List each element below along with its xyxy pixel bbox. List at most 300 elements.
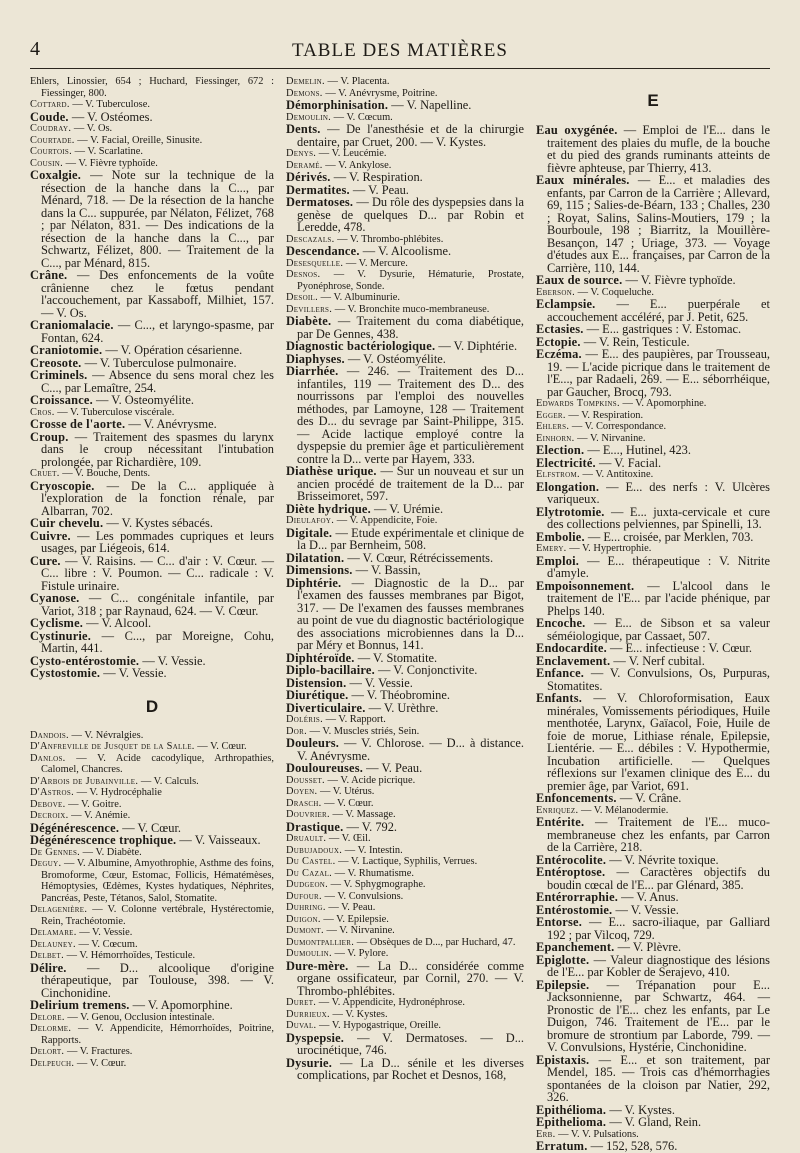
entry-heading: Enfants. [536, 691, 583, 705]
entry-text: — V. Ankylose. [322, 159, 392, 171]
entry-heading: Croissance. [30, 393, 93, 407]
entry-heading: Descendance. [286, 244, 360, 258]
entry-text: — V. Ostéomes. [68, 109, 153, 124]
index-entry [30, 530, 274, 555]
entry-text: — V. Cœur. [321, 797, 374, 809]
index-entry [286, 258, 524, 270]
entry-text: — V. Goitre. [65, 798, 122, 810]
entry-text: — E... infectieuse : V. Cœur. [606, 641, 753, 655]
entry-heading: Emery. [536, 543, 567, 554]
entry-heading: Croup. [30, 429, 69, 444]
entry-heading: Descazals. [286, 233, 335, 245]
entry-heading: Delirium tremens. [30, 998, 130, 1012]
entry-text: — V. Convulsions, Os, Purpuras, Stomatites. [547, 666, 770, 693]
entry-text: — V. Lactique, Syphilis, Verrues. [335, 856, 478, 867]
entry-text: — V. Kystes sébacés. [103, 516, 213, 530]
entry-text: — E... juxta-cervicale et cure des collections pelviennes, par Spinelli, 13. [547, 504, 770, 531]
entry-heading: Erratum. [536, 1139, 588, 1153]
entry-text: — Obsèques de D..., par Huchard, 47. [354, 936, 516, 948]
entry-text: — V. Dysurie, Hématurie, Prostate, Pyonéphrose, Sonde. [297, 269, 524, 292]
entry-heading: Cottard. [30, 99, 70, 110]
entry-heading: Denys. [286, 148, 317, 159]
entry-heading: Eczéma. [536, 347, 582, 361]
entry-heading: Encoche. [536, 616, 586, 630]
entry-heading: Dumont. [286, 925, 324, 936]
entry-heading: Delorme. [30, 1023, 72, 1034]
entry-heading: Dure-mère. [286, 958, 349, 973]
entry-heading: Elfstrom. [536, 469, 580, 480]
entry-text: — V. Rhumatisme. [332, 867, 414, 879]
entry-heading: Craniotomie. [30, 343, 103, 357]
index-entry [30, 480, 274, 518]
index-entry [536, 1140, 770, 1153]
entry-text: — V. Nerf cubital. [610, 653, 705, 668]
entry-heading: Enfoncements. [536, 791, 617, 805]
index-entry [286, 786, 524, 798]
entry-heading: Diverticulaire. [286, 700, 366, 715]
entry-heading: Dor. [286, 725, 308, 737]
entry-text: — V. Respiration. [330, 170, 423, 184]
entry-heading: Demoulin. [286, 111, 332, 123]
index-entry [30, 858, 274, 904]
entry-heading: Duret. [286, 997, 317, 1008]
entry-text: — V. Correspondance. [569, 421, 667, 432]
entry-text: — V. Névrite toxique. [606, 852, 719, 867]
index-entry [286, 762, 524, 775]
entry-heading: Dufour. [286, 890, 322, 902]
entry-heading: Election. [536, 443, 585, 457]
index-entry [536, 348, 770, 398]
entry-text: — V. Osteomyélite. [92, 393, 194, 407]
entry-text: — V. Colonne vertébrale, Hystérectomie, Rein, Trachéotomie. [41, 904, 274, 927]
index-entry [286, 196, 524, 234]
entry-heading: Duval. [286, 1020, 317, 1031]
entry-text: — V. Peau. [363, 761, 423, 775]
index-entry [30, 135, 274, 147]
entry-text: — V. Intestin. [342, 844, 403, 856]
entry-text: — V. Placenta. [324, 76, 390, 87]
entry-heading: D'Astros. [30, 787, 74, 798]
index-entry [30, 962, 274, 1000]
index-entry [30, 999, 274, 1012]
entry-text: — V. Nirvanine. [323, 925, 395, 936]
index-entry [30, 741, 274, 753]
entry-heading: Epistaxis. [536, 1052, 590, 1067]
entry-text: — V. Conjonctivite. [374, 663, 478, 677]
entry-text: — V. Cœur. [119, 820, 181, 835]
index-entry [536, 531, 770, 544]
entry-text: — V. Cœcum. [331, 111, 393, 123]
entry-heading: Duigon. [286, 913, 321, 925]
entry-heading: Dimensions. [286, 563, 353, 577]
entry-text: — V. Peau. [349, 182, 409, 197]
entry-heading: Entérocolite. [536, 852, 607, 867]
index-entry [286, 914, 524, 926]
entry-text: — C..., et laryngo-spasme, par Fontan, 624. [41, 318, 274, 345]
index-entry [286, 527, 524, 552]
entry-heading: Empoisonnement. [536, 578, 635, 593]
index-entry [30, 169, 274, 269]
entry-heading: Entorse. [536, 915, 582, 929]
index-entry [286, 1032, 524, 1057]
entry-text: — E... puerpérale et accouchement accéléré, par J. Petit, 625. [547, 297, 770, 324]
entry-text: — V. Vessie. [612, 902, 679, 917]
entry-text: — E... sacro-iliaque, par Galliard 192 ; par Vilcoq, 729. [547, 915, 770, 942]
entry-heading: Coxalgie. [30, 168, 82, 182]
entry-text: — V. Utérus. [317, 786, 375, 797]
index-entry [536, 555, 770, 580]
entry-text: — V. Coqueluche. [574, 286, 654, 298]
entry-text: — V. Vessie. [346, 675, 413, 690]
section-letter: D [145, 696, 159, 716]
index-entry [536, 457, 770, 470]
index-entry [286, 833, 524, 845]
entry-text: — V. Hypertrophie. [566, 543, 652, 554]
index-entry [286, 365, 524, 465]
index-entry [286, 148, 524, 160]
entry-text: — V. Vessie. [139, 653, 206, 668]
entry-text: — V. Ostéomyélite. [344, 351, 446, 366]
index-entry [286, 714, 524, 726]
entry-text: — Etude expérimentale et clinique de la D... par Bernheim, 508. [297, 525, 524, 552]
entry-heading: Demons. [286, 87, 323, 99]
entry-heading: Dysurie. [286, 1055, 332, 1070]
entry-heading: Crâne. [30, 268, 68, 282]
entry-heading: D'Arbois de Jubainville. [30, 775, 139, 787]
entry-text: — De la C... appliquée à l'exploration de la fonction rénale, par Albarran, 702. [41, 478, 274, 518]
entry-heading: Cyclisme. [30, 616, 84, 630]
entry-heading: Drastique. [286, 819, 344, 834]
index-entry [30, 146, 274, 158]
entry-heading: Courtois. [30, 146, 73, 157]
index-entry [30, 799, 274, 811]
entry-text: — V. Acide cacodylique, Arthropathies, Calomel, Chancres. [41, 752, 274, 775]
entry-heading: De Gennes. [30, 846, 81, 858]
entry-heading: Delauney. [30, 938, 76, 950]
entry-heading: Egger. [536, 409, 566, 421]
entry-text: — 246. — Traitement des D... infantiles, 119 — Traitement des D... des nourrissons par l'emploi des nouvelles méthodes, par Lamoyne, 128 — Traitement des D... du sevrage par Saint-Philippe, 315. — Acide lactique employé contre la dyspepsie du premier âge et particulièrement contre la D... verte par Hayem, 333. [297, 364, 524, 466]
entry-text: — E... et son traitement, par Mendel, 185. — Trois cas d'hémorrhagies spontanées de la cloison par Natier, 292, 326. [547, 1052, 770, 1104]
entry-heading: Duhring. [286, 902, 326, 913]
entry-text: — V. Cœur, Rétrécissements. [344, 550, 494, 565]
entry-heading: Epithelioma. [536, 1115, 607, 1129]
entry-text: — E... des paupières, par Trousseau, 19. — L'acide picrique dans le traitement de l'E..., par Radaeli, 269. — E... séborrhéique, par Gaucher, Brocq, 793. [547, 347, 770, 399]
entry-heading: Cuir chevelu. [30, 516, 104, 530]
index-entry [286, 891, 524, 903]
entry-heading: Dermatoses. [286, 195, 354, 209]
index-entry [286, 775, 524, 787]
entry-heading: Eclampsie. [536, 297, 596, 311]
entry-text: — E... de Sibson et sa valeur séméiologique, par Cassaet, 507. [547, 616, 770, 643]
index-entry [30, 369, 274, 394]
entry-text: — L'alcool dans le traitement de l'E... par l'acide phénique, par Phelps 140. [547, 578, 770, 618]
entry-heading: Emploi. [536, 553, 580, 568]
index-entry [286, 960, 524, 998]
entry-text: — V. Bouche, Dents. [59, 468, 151, 479]
entry-heading: Eberson. [536, 286, 575, 298]
entry-heading: Dégénérescence. [30, 820, 120, 835]
entry-text: — V. Albumine, Amyothrophie, Asthme des foins, Bromoforme, Cœur, Estomac, Follicis, Hématémèses, Hémoptysies, Œdèmes, Kystes hydatiques, Néphrites, Pancréas, Peste, Tétanos, Salol, Stomatite. [41, 858, 274, 904]
entry-text: — V. Apomorphine. [129, 998, 233, 1012]
header-rule [30, 68, 770, 69]
index-entry [536, 398, 770, 410]
index-entry [30, 667, 274, 680]
entry-heading: Einhorn. [536, 432, 575, 444]
entry-heading: Debove. [30, 798, 66, 810]
entry-heading: Cuivre. [30, 528, 71, 543]
entry-heading: Desoil. [286, 292, 319, 303]
entry-heading: Ehlers. [536, 421, 570, 432]
entry-text: — V. Napelline. [388, 98, 472, 112]
entry-text: — E... gastriques : V. Estomac. [583, 322, 742, 336]
entry-text: — V. Alcoolisme. [359, 244, 452, 258]
entry-heading: Creosote. [30, 355, 82, 370]
entry-text: — V. Muscles striés, Sein. [307, 725, 420, 737]
index-column-1 [30, 76, 274, 1069]
entry-text: — V. Anus. [618, 890, 679, 904]
entry-heading: Délire. [30, 960, 67, 975]
index-entry [286, 1057, 524, 1082]
index-entry [536, 617, 770, 642]
index-entry [286, 702, 524, 715]
entry-heading: Delamare. [30, 927, 77, 938]
index-entry [286, 99, 524, 112]
entry-text: — V. Fièvre typhoïde. [63, 157, 158, 169]
entry-text: — V. Facial, Oreille, Sinusite. [74, 134, 203, 146]
entry-text: — V. Facial. [595, 455, 662, 470]
entry-text: — E... thérapeutique : V. Nitrite d'amyle. [547, 553, 770, 580]
entry-text: — V. Opération césarienne. [102, 343, 243, 357]
page-title: TABLE DES MATIÈRES [292, 40, 508, 61]
entry-text: — V. Vessie. [76, 927, 133, 938]
entry-text: — V. Dermatoses. — D... urocinétique, 746. [297, 1030, 524, 1057]
entry-heading: Devillers. [286, 303, 333, 315]
entry-heading: Diagnostic bactériologique. [286, 339, 436, 353]
entry-heading: Cousin. [30, 157, 64, 169]
entry-text: — V. Genou, Occlusion intestinale. [64, 1011, 215, 1023]
entry-text: — V. V. Pulsations. [555, 1128, 639, 1140]
index-entry [286, 577, 524, 652]
entry-heading: Doléris. [286, 714, 324, 725]
entry-text: — V. Albuminurie. [318, 292, 400, 303]
entry-heading: Dieulafoy. [286, 515, 335, 526]
entry-text: — Traitement de l'E... muco-membraneuse chez les enfants, par Carron de la Carrière, 218. [547, 815, 770, 854]
entry-heading: Dilatation. [286, 550, 345, 565]
entry-heading: Epiglotte. [536, 952, 590, 967]
entry-text: — La D... sénile et les diverses complications, par Rochet et Desnos, 168, [297, 1055, 524, 1082]
entry-text: — Les pommades cupriques et leurs usages, par Liégeois, 614. [41, 528, 274, 555]
entry-text: — Absence du sens moral chez les C..., par Lemaître, 254. [41, 368, 274, 395]
entry-text: Ehlers, Linossier, 654 ; Huchard, Fiessinger, 672 : Fiessinger, 800. [30, 76, 274, 99]
entry-text: — V. Anévrysme. [125, 417, 217, 431]
entry-heading: Delore. [30, 1011, 65, 1023]
entry-text: — V. Gland, Rein. [606, 1115, 702, 1129]
entry-heading: Elongation. [536, 479, 600, 494]
index-entry [286, 798, 524, 810]
entry-heading: Douloureuses. [286, 761, 364, 775]
entry-text: — V. Raisins. — C... d'air : V. Cœur. — C... libre : V. Poumon. — C... radicale : V. Fistule urinaire. [41, 553, 274, 593]
index-entry [286, 315, 524, 340]
index-entry [536, 481, 770, 506]
entry-heading: Cure. [30, 553, 61, 568]
entry-heading: Douleurs. [286, 736, 340, 750]
index-entry [286, 925, 524, 937]
entry-text: — V. Stomatite. [354, 650, 438, 665]
index-entry [30, 787, 274, 799]
entry-text: — V. Vessie. [100, 666, 167, 680]
entry-heading: Enriquez. [536, 804, 579, 816]
entry-heading: Cyanose. [30, 591, 80, 605]
entry-text: — V. Sphygmographe. [328, 879, 426, 890]
index-entry [286, 937, 524, 949]
entry-heading: Deramé. [286, 159, 323, 171]
entry-text: — V. Cœcum. [75, 938, 138, 950]
entry-text: — C..., par Moreigne, Cohu, Martin, 441. [41, 628, 274, 655]
entry-text: — V. Peau. [325, 902, 376, 913]
entry-text: — Caractères objectifs du boudin cœcal de l'E... par Glénard, 385. [547, 865, 770, 892]
entry-text: — V. Calculs. [138, 775, 199, 787]
entry-heading: Cros. [30, 406, 55, 418]
index-column-3 [536, 76, 770, 1153]
index-entry [30, 927, 274, 939]
entry-heading: Dousset. [286, 774, 325, 786]
entry-heading: Crosse de l'aorte. [30, 417, 126, 431]
page-header [30, 34, 770, 68]
entry-text: — V. Acide picrique. [324, 774, 416, 786]
entry-heading: Erb. [536, 1128, 556, 1140]
entry-heading: Cryoscopie. [30, 478, 95, 493]
index-entry [286, 737, 524, 762]
entry-text: — V. Kystes. [329, 1008, 388, 1020]
entry-heading: Dandois. [30, 729, 69, 741]
entry-heading: Epanchement. [536, 940, 615, 954]
entry-text: — Trépanation pour E... Jacksonnienne, par Schwartz, 464. — Pronostic de l'E... chez les enfants, par Le Duigon, 746. Traitement de l'E... par le bromure de strontium par Laborde, 799. — V. Convulsions, Hystérie, Cinchonidine. [547, 977, 770, 1054]
entry-heading: Desnos. [286, 269, 321, 280]
entry-heading: Diète hydrique. [286, 501, 371, 516]
index-entry [30, 834, 274, 847]
entry-heading: Delpeuch. [30, 1057, 75, 1069]
entry-heading: Decroix. [30, 810, 69, 821]
index-entry [30, 76, 274, 99]
entry-text: — De l'anesthésie et de la chirurgie dentaire, par Cruet, 200. — V. Kystes. [297, 122, 524, 149]
entry-text: — V. Hémorrhoïdes, Testicule. [63, 950, 196, 961]
entry-text: — V. Plèvre. [614, 940, 682, 954]
entry-text: — D... alcoolique d'origine thérapeutique, par Toulouse, 398. — V. Cinchonidine. [41, 960, 274, 1000]
index-entry [286, 465, 524, 503]
index-entry [536, 274, 770, 287]
entry-text: — V. Tuberculose viscérale. [54, 406, 175, 418]
entry-text: — V. Hypogastrique, Oreille. [316, 1020, 442, 1031]
entry-text: — V. Théobromine. [348, 688, 450, 702]
index-entry [536, 298, 770, 323]
entry-heading: Dyspepsie. [286, 1030, 345, 1045]
entry-text: — V. Urémie. [370, 501, 444, 516]
entry-heading: Diaphyses. [286, 351, 345, 366]
entry-heading: Ectasies. [536, 322, 584, 336]
index-entry [536, 174, 770, 274]
entry-text: — E..., Hutinel, 423. [584, 443, 691, 457]
entry-heading: Electricité. [536, 455, 596, 470]
entry-heading: Danlos. [30, 752, 66, 764]
entry-heading: Coude. [30, 109, 69, 124]
index-entry [30, 123, 274, 135]
entry-heading: Dumoulin. [286, 948, 332, 959]
index-entry [30, 904, 274, 927]
index-entry [30, 111, 274, 124]
index-entry [286, 245, 524, 258]
entry-heading: Démorphinisation. [286, 98, 389, 112]
entry-text: — V. Diabète. [80, 846, 142, 858]
entry-heading: Epithélioma. [536, 1102, 607, 1117]
entry-heading: Entérite. [536, 815, 585, 829]
entry-text: — Diagnostic de la D... par l'examen des fausses membranes par Bigot, 317. — De l'examen des fausses membranes au point de vue du diagnostic bactériologique des associations microbiennes dans la D... par Méry et Bonnus, 141. [297, 575, 524, 652]
entry-heading: Eaux minérales. [536, 173, 630, 187]
entry-heading: Digitale. [286, 525, 333, 540]
index-entry [30, 730, 274, 742]
index-entry [286, 879, 524, 891]
index-entry [30, 939, 274, 951]
entry-text: — Traitement des spasmes du larynx dans le croup nécessitant l'intubation prolongée, par Richardière, 109. [41, 429, 274, 469]
entry-heading: Diphtéroïde. [286, 650, 355, 665]
index-entry [30, 555, 274, 593]
entry-text: — Des enfoncements de la voûte crânienne chez le fœtus pendant l'accouchement, par Kassaboff, Milhiet, 157. — V. Os. [41, 268, 274, 320]
index-entry [536, 410, 770, 422]
index-entry [536, 667, 770, 692]
entry-text: — V. Chlorose. — D... à distance. V. Anévrysme. [297, 736, 524, 763]
entry-text: — V. Crâne. [616, 791, 682, 805]
index-entry [536, 816, 770, 854]
entry-heading: Diplo-bacillaire. [286, 663, 375, 677]
index-entry [286, 1009, 524, 1021]
entry-text: — V. Tuberculose. [69, 99, 150, 110]
entry-text: — V. Leucémie. [316, 148, 387, 159]
page-number: 4 [30, 38, 40, 60]
entry-text: — V. Fractures. [64, 1046, 133, 1057]
entry-heading: Du Cazal. [286, 867, 333, 879]
entry-heading: Cysto-entérostomie. [30, 653, 140, 668]
entry-text: — V. Appendicite, Hémorrhoïdes, Poitrine, Rapports. [41, 1023, 274, 1046]
index-entry [30, 630, 274, 655]
index-entry [30, 319, 274, 344]
entry-heading: Delbet. [30, 950, 64, 961]
entry-heading: Dents. [286, 122, 321, 136]
entry-heading: Druault. [286, 833, 327, 844]
entry-text: — V. Scarlatine. [72, 146, 143, 157]
entry-heading: Craniomalacie. [30, 318, 114, 332]
entry-heading: Deguy. [30, 858, 62, 869]
index-entry [536, 792, 770, 805]
entry-text: — Note sur la technique de la résection de la hanche dans la C..., par Ménard, 718. — De la résection de la hanche dans la C... suppurée, par Nélaton, Félizet, 768 ; par Nélaton, 831. — Des indications de la résection de la hanche dans la C..., par Schwartz, Félizet, 800. — Traitement de la C..., par Ménard, 815. [41, 168, 274, 270]
entry-text: — V. Fièvre typhoïde. [622, 273, 736, 287]
entry-heading: Delort. [30, 1046, 65, 1057]
entry-text: — Sur un nouveau et sur un ancien procédé de traitement de la D... par Brisseimoret, 597. [297, 464, 524, 503]
entry-text: — La D... considérée comme organe ossificateur, par Cornil, 270. — V. Thrombo-phlébites. [297, 958, 524, 998]
entry-heading: Dudgeon. [286, 879, 329, 890]
entry-heading: Dégénérescence trophique. [30, 833, 177, 847]
entry-text: — V. Anévrysme, Poitrine. [322, 87, 438, 99]
entry-text: — V. Hydrocéphalie [73, 787, 162, 798]
entry-heading: Entéroptose. [536, 865, 606, 879]
entry-text: — V. Appendicite, Foie. [334, 515, 438, 526]
entry-heading: Douvrier. [286, 809, 330, 820]
index-entry [286, 292, 524, 304]
index-entry [30, 431, 274, 469]
index-entry [536, 979, 770, 1054]
entry-heading: D'Anfreville de Jusquet de la Salle. [30, 741, 195, 752]
entry-text: — V. Os. [71, 123, 113, 134]
entry-heading: Cystinurie. [30, 628, 92, 643]
entry-text: — Valeur diagnostique des lésions de l'E... par Kobler de Serajevo, 410. [547, 952, 770, 979]
